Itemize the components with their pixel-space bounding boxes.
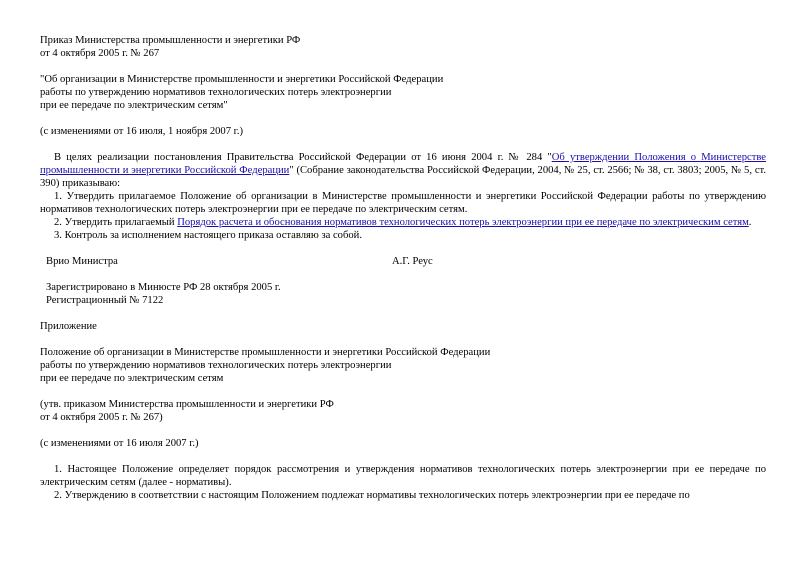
subject-line: при ее передаче по электрическим сетям"	[40, 100, 228, 111]
preamble-paragraph	[40, 151, 766, 190]
resolution-link[interactable]: Об утверждении Положения о Министерстве промышленности и энергетики Российской Федерации	[40, 152, 766, 176]
order-date: от 4 октября 2005 г. № 267	[40, 48, 160, 59]
procedure-link[interactable]: Порядок расчета и обоснования нормативов технологических потерь электроэнергии при ее передаче по электрическим сетям	[177, 217, 749, 228]
order-title: Приказ Министерства промышленности и энергетики РФ	[40, 35, 301, 46]
order-amendments: (с изменениями от 16 июля, 1 ноября 2007 г.)	[40, 126, 243, 137]
registration-block	[46, 281, 766, 307]
signature-name: А.Г. Реус	[392, 256, 433, 267]
approval-line: от 4 октября 2005 г. № 267)	[40, 412, 163, 423]
appendix-title	[40, 346, 766, 385]
registration-number: Регистрационный № 7122	[46, 295, 164, 306]
appendix-label: Приложение	[40, 321, 97, 332]
appendix-paragraph-1: 1. Настоящее Положение определяет порядок рассмотрения и утверждения нормативов технологических потерь электроэнергии при ее передаче по электрическим сетям (далее - нормативы).	[40, 464, 766, 488]
appendix-title-line: Положение об организации в Министерстве промышленности и энергетики Российской Федерации	[40, 347, 491, 358]
subject-line: "Об организации в Министерстве промышленности и энергетики Российской Федерации	[40, 74, 444, 85]
appendix-amendments: (с изменениями от 16 июля 2007 г.)	[40, 438, 199, 449]
order-subject	[40, 73, 766, 112]
preamble-text: В целях реализации постановления Правительства Российской Федерации от 16 июня 2004 г. № 284 "	[54, 152, 552, 163]
item-2-text: 2. Утвердить прилагаемый	[54, 217, 178, 228]
item-2-end: .	[748, 217, 752, 228]
appendix-title-line: при ее передаче по электрическим сетям	[40, 373, 224, 384]
appendix-title-line: работы по утверждению нормативов технологических потерь электроэнергии	[40, 360, 392, 371]
preamble-text-after: " (Собрание законодательства Российской Федерации, 2004, № 25, ст. 2566; № 38, ст. 3803; 2005, № 5, ст. 390) приказываю:	[40, 165, 767, 189]
signature-row	[46, 255, 766, 268]
signature-position: Врио Министра	[46, 256, 118, 267]
document-page	[40, 34, 766, 502]
order-item-2	[40, 216, 766, 229]
order-item-1: 1. Утвердить прилагаемое Положение об организации в Министерстве промышленности и энергетики Российской Федерации работы по утверждению нормативов технологических потерь электроэнергии при ее передаче по электрическим сетям.	[40, 191, 766, 215]
appendix-approval	[40, 398, 766, 424]
appendix-paragraph-2: 2. Утверждению в соответствии с настоящим Положением подлежат нормативы технологических потерь электроэнергии при ее передаче по	[54, 490, 690, 501]
subject-line: работы по утверждению нормативов технологических потерь электроэнергии	[40, 87, 392, 98]
registration-date: Зарегистрировано в Минюсте РФ 28 октября 2005 г.	[46, 282, 281, 293]
approval-line: (утв. приказом Министерства промышленности и энергетики РФ	[40, 399, 334, 410]
order-item-3: 3. Контроль за исполнением настоящего приказа оставляю за собой.	[54, 230, 362, 241]
order-header	[40, 34, 766, 60]
